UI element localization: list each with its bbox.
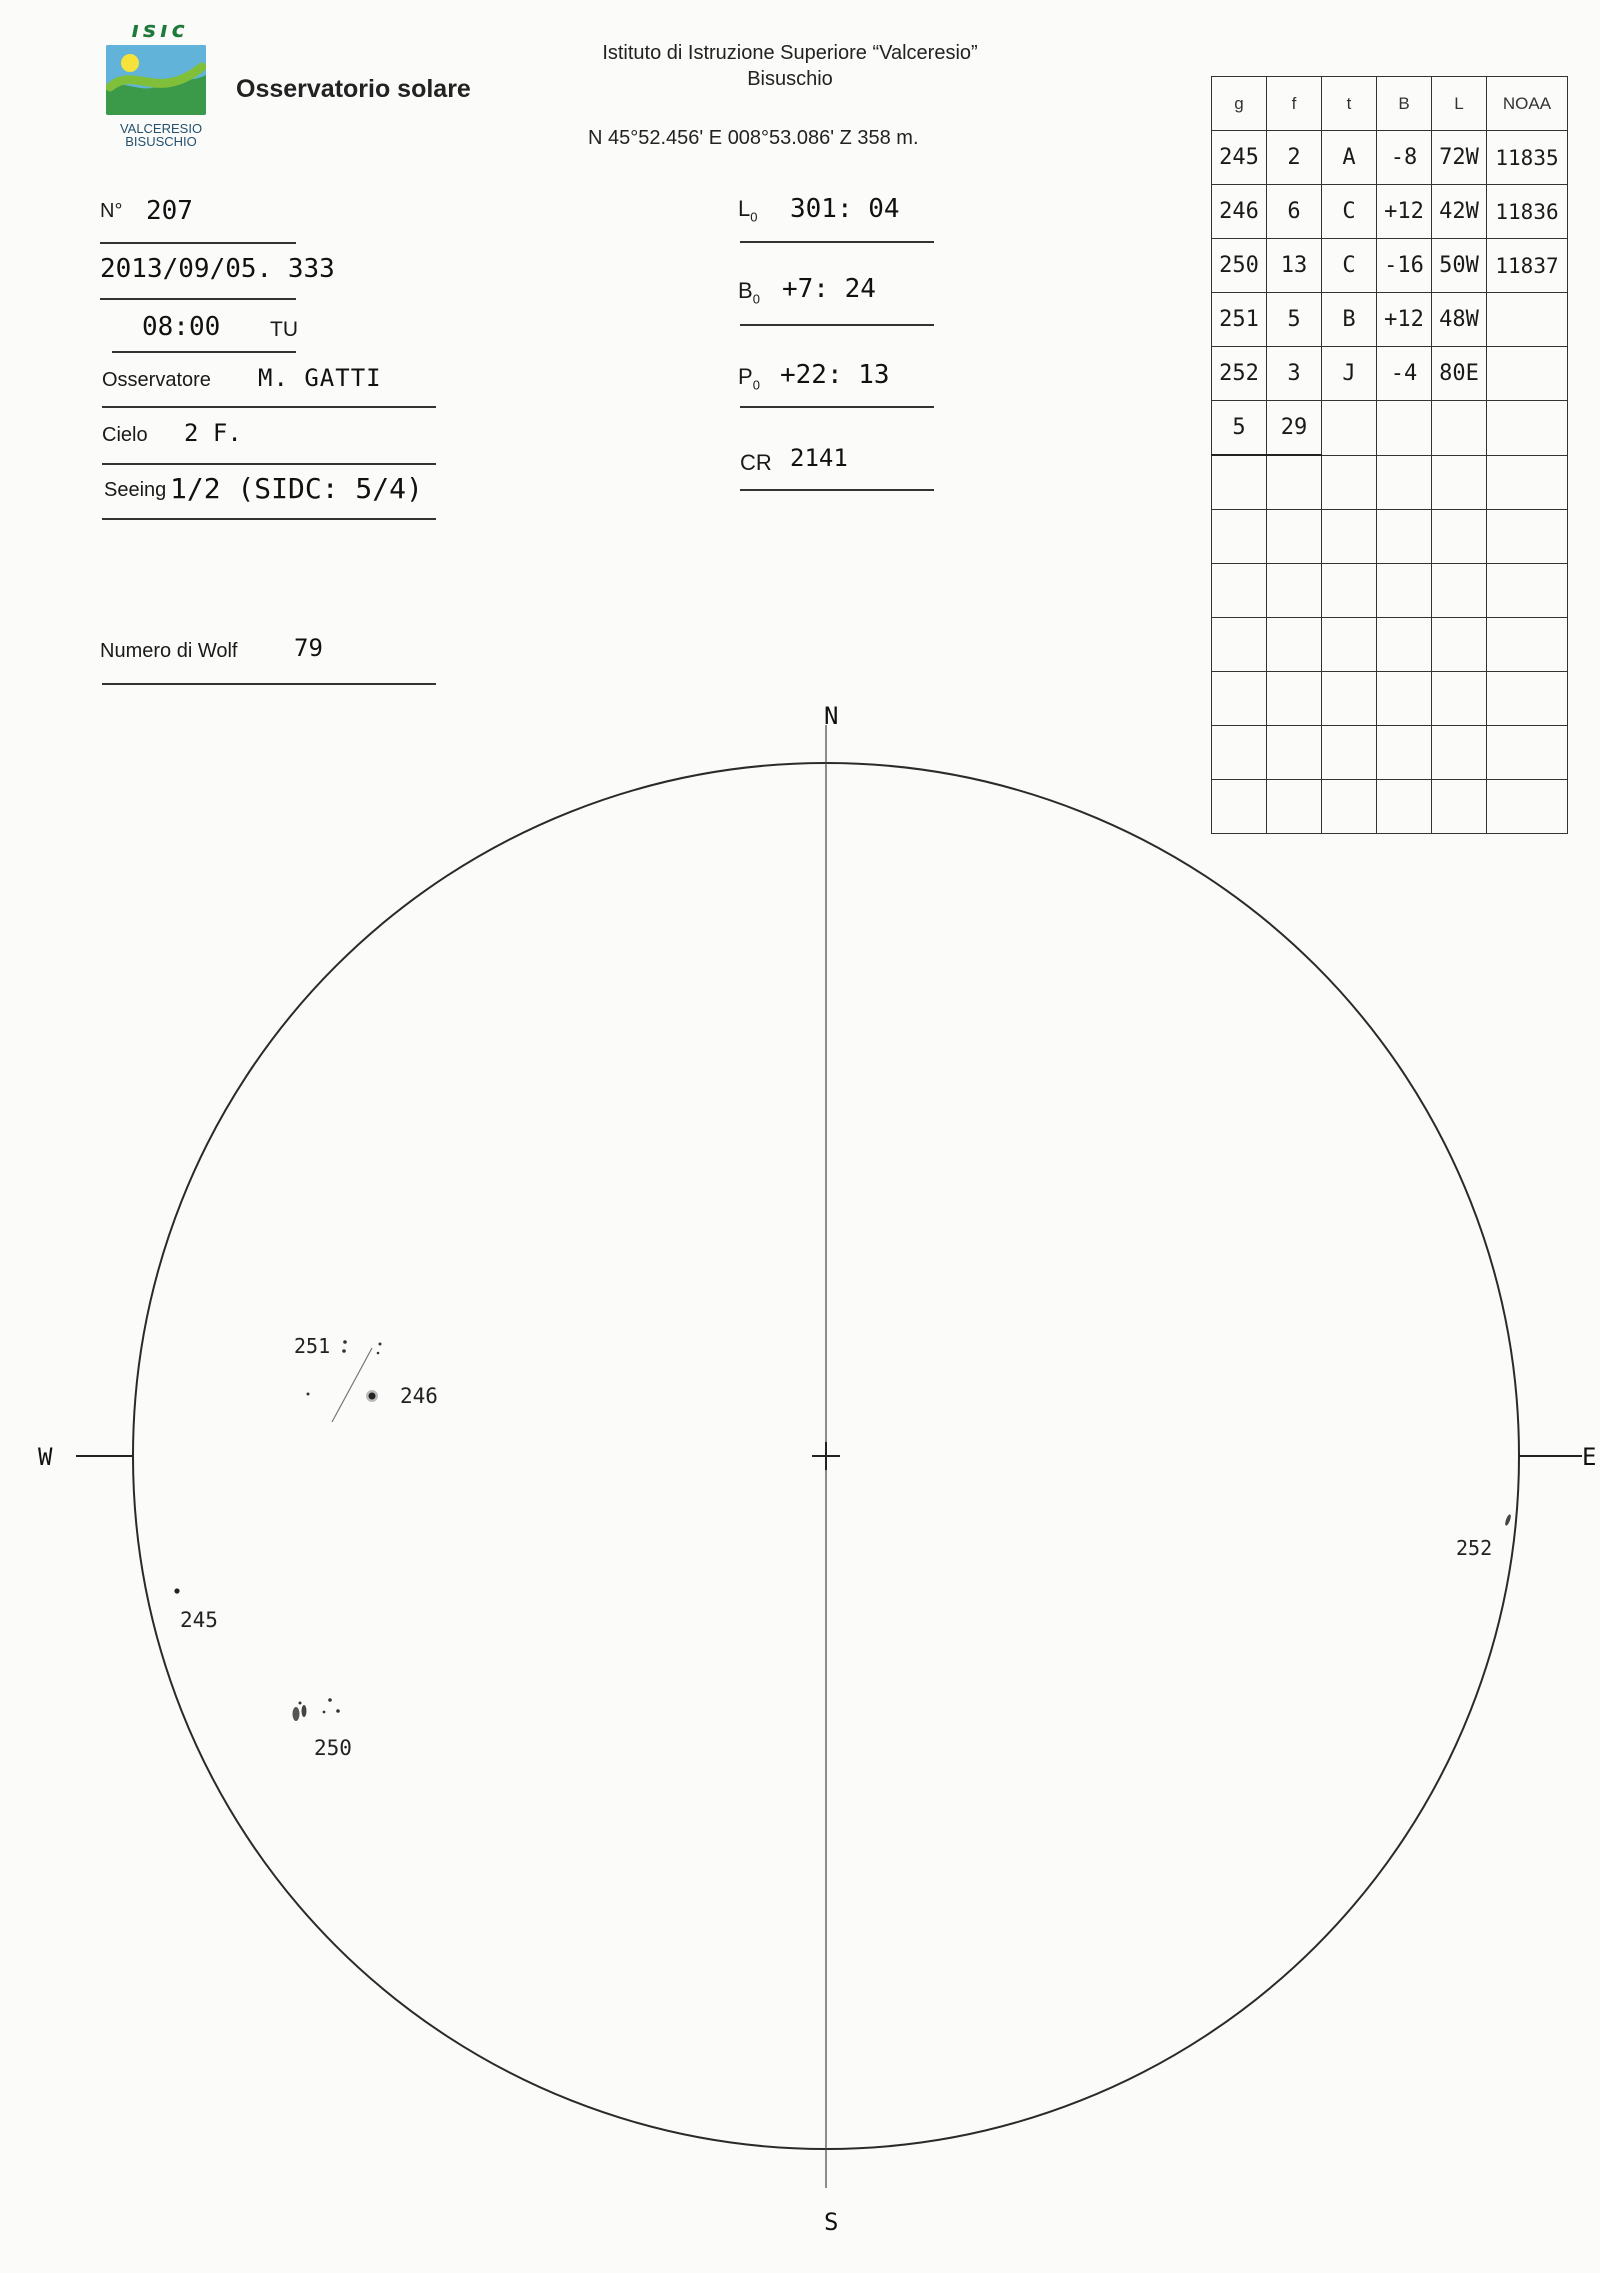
cell-group: 5: [1212, 401, 1267, 456]
cell-group: [1212, 510, 1267, 564]
cell-noaa: 11836: [1487, 185, 1568, 239]
spot-250a: [293, 1707, 300, 1721]
b0-value: +7: 24: [782, 274, 876, 304]
time-unit: TU: [270, 318, 298, 341]
solar-disk-drawing: [0, 660, 1600, 2260]
group-252-label: 252: [1456, 1536, 1493, 1560]
cell-latitude: [1377, 510, 1432, 564]
cr-rule: [740, 489, 934, 491]
number-value: 207: [146, 196, 193, 226]
cell-latitude: [1377, 564, 1432, 618]
cr-label: CR: [740, 450, 772, 475]
spot-251a: [343, 1340, 347, 1344]
cell-spots: 3: [1267, 347, 1322, 401]
sky-rule: [102, 463, 436, 465]
number-label: N°: [100, 200, 123, 222]
cell-group: [1212, 564, 1267, 618]
cell-spots: 2: [1267, 131, 1322, 185]
p0-value: +22: 13: [780, 360, 890, 390]
b0-letter: B: [738, 278, 753, 303]
cell-noaa: [1487, 293, 1568, 347]
header-noaa: NOAA: [1487, 77, 1568, 131]
cell-group: [1212, 455, 1267, 510]
cell-longitude: 48W: [1432, 293, 1487, 347]
cell-group: 250: [1212, 239, 1267, 293]
header-spots: f: [1267, 77, 1322, 131]
date-value: 2013/09/05. 333: [100, 254, 335, 284]
cell-latitude: [1377, 455, 1432, 510]
seeing-rule: [102, 518, 436, 520]
cell-latitude: +12: [1377, 293, 1432, 347]
spot-246-umbra: [369, 1393, 376, 1400]
l0-letter: L: [738, 196, 751, 221]
cell-spots: 29: [1267, 401, 1322, 456]
table-row: [1212, 401, 1568, 456]
cell-longitude: 50W: [1432, 239, 1487, 293]
group-251-label: 251: [294, 1334, 331, 1358]
table-header-row: [1212, 77, 1568, 131]
table-row: [1212, 293, 1568, 347]
table-row: [1212, 131, 1568, 185]
group-245-label: 245: [180, 1608, 218, 1632]
header-group: g: [1212, 77, 1267, 131]
b0-label: [738, 278, 760, 306]
cell-longitude: [1432, 510, 1487, 564]
cell-latitude: [1377, 401, 1432, 456]
cell-latitude: +12: [1377, 185, 1432, 239]
header-type: t: [1322, 77, 1377, 131]
cell-longitude: [1432, 564, 1487, 618]
p0-subscript: 0: [752, 377, 760, 393]
table-row: [1212, 510, 1568, 564]
cell-type: B: [1322, 293, 1377, 347]
p0-rule: [740, 406, 934, 408]
spot-251c: [379, 1343, 382, 1346]
cell-longitude: [1432, 401, 1487, 456]
cell-type: C: [1322, 185, 1377, 239]
spot-250c: [299, 1702, 302, 1705]
cell-type: C: [1322, 239, 1377, 293]
cell-group: 251: [1212, 293, 1267, 347]
b0-subscript: 0: [752, 291, 760, 307]
spot-250d: [328, 1698, 332, 1702]
spot-250b: [302, 1705, 307, 1717]
header-longitude: L: [1432, 77, 1487, 131]
cell-type: [1322, 401, 1377, 456]
table-row: [1212, 239, 1568, 293]
cr-value: 2141: [790, 444, 848, 472]
cell-latitude: -8: [1377, 131, 1432, 185]
number-rule: [100, 242, 296, 244]
observer-value: M. GATTI: [258, 364, 382, 392]
north-label: N: [824, 702, 839, 730]
observer-rule: [102, 406, 436, 408]
cell-type: [1322, 455, 1377, 510]
l0-subscript: 0: [750, 209, 758, 225]
cell-type: [1322, 510, 1377, 564]
wolf-label: Numero di Wolf: [100, 640, 238, 662]
cell-spots: 5: [1267, 293, 1322, 347]
table-row: [1212, 455, 1568, 510]
spot-251d: [377, 1352, 380, 1355]
cell-latitude: -16: [1377, 239, 1432, 293]
cell-latitude: -4: [1377, 347, 1432, 401]
l0-label: [738, 196, 757, 224]
cell-type: J: [1322, 347, 1377, 401]
cell-spots: 13: [1267, 239, 1322, 293]
cell-noaa: [1487, 564, 1568, 618]
spot-250f: [323, 1711, 326, 1714]
logo-caption-line2: BISUSCHIO: [125, 134, 197, 149]
cell-spots: [1267, 564, 1322, 618]
institute-name: Istituto di Istruzione Superiore “Valceresio”: [602, 42, 978, 64]
p0-label: [738, 364, 760, 392]
cell-spots: [1267, 510, 1322, 564]
spot-250e: [336, 1709, 340, 1713]
spot-251b: [342, 1349, 346, 1353]
observer-label: Osservatore: [102, 369, 211, 391]
cell-group: 246: [1212, 185, 1267, 239]
spot-251e: [307, 1393, 310, 1396]
logo-caption-line1: VALCERESIO: [119, 121, 203, 136]
cell-type: A: [1322, 131, 1377, 185]
sky-value: 2 F.: [184, 419, 242, 447]
group-250-label: 250: [314, 1736, 352, 1760]
cell-longitude: 80E: [1432, 347, 1487, 401]
l0-rule: [740, 241, 934, 243]
cell-longitude: 72W: [1432, 131, 1487, 185]
table-row: [1212, 347, 1568, 401]
cell-noaa: 11837: [1487, 239, 1568, 293]
valceresio-logo-icon: [106, 45, 206, 115]
observatory-title: Osservatorio solare: [236, 75, 471, 103]
seeing-value: 1/2 (SIDC: 5/4): [170, 472, 423, 505]
header-latitude: B: [1377, 77, 1432, 131]
cell-spots: 6: [1267, 185, 1322, 239]
spot-245: [174, 1588, 179, 1593]
l0-value: 301: 04: [790, 194, 900, 224]
cell-noaa: [1487, 401, 1568, 456]
south-label: S: [824, 2208, 839, 2236]
cell-noaa: 11835: [1487, 131, 1568, 185]
spot-252: [1504, 1514, 1512, 1527]
logo-caption: [96, 122, 226, 148]
group-246-label: 246: [400, 1384, 438, 1408]
cell-noaa: [1487, 455, 1568, 510]
cell-spots: [1267, 455, 1322, 510]
west-label: W: [38, 1443, 53, 1471]
group-246-axis: [332, 1348, 372, 1422]
b0-rule: [740, 324, 934, 326]
observatory-coordinates: N 45°52.456' E 008°53.086' Z 358 m.: [588, 127, 919, 149]
cell-noaa: [1487, 347, 1568, 401]
wolf-value: 79: [294, 634, 323, 662]
seeing-label: Seeing: [104, 479, 167, 501]
table-row: [1212, 564, 1568, 618]
cell-type: [1322, 564, 1377, 618]
institute-town: Bisuschio: [747, 68, 833, 90]
sky-label: Cielo: [102, 424, 148, 446]
isis-logo-wordmark: ısıc: [131, 18, 189, 43]
cell-group: 252: [1212, 347, 1267, 401]
date-rule: [100, 298, 296, 300]
cell-longitude: [1432, 455, 1487, 510]
table-row: [1212, 185, 1568, 239]
time-value: 08:00: [142, 312, 221, 342]
cell-longitude: 42W: [1432, 185, 1487, 239]
logo-graphic: [106, 45, 206, 115]
p0-letter: P: [738, 364, 753, 389]
cell-noaa: [1487, 510, 1568, 564]
east-label: E: [1582, 1443, 1597, 1471]
time-rule: [112, 351, 296, 353]
cell-group: 245: [1212, 131, 1267, 185]
